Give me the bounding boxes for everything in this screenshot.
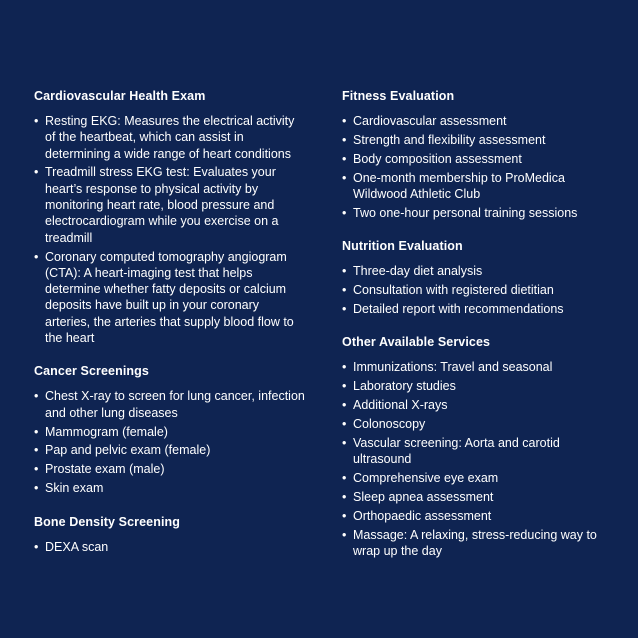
- section-title: Cancer Screenings: [34, 364, 149, 379]
- bullet: •: [342, 435, 347, 450]
- list-item: [34, 113, 306, 162]
- bullet: •: [342, 283, 347, 298]
- list-item: [342, 132, 612, 148]
- bullet: •: [342, 360, 347, 375]
- bullet: •: [342, 301, 347, 316]
- item-list: [342, 359, 612, 559]
- list-item: [34, 539, 306, 555]
- list-item: [342, 151, 612, 167]
- bullet: •: [342, 151, 347, 166]
- item-text: Resting EKG: Measures the electrical activity of the heartbeat, which can assist in determining a wide range of heart conditions: [45, 114, 295, 161]
- item-list: [34, 388, 306, 496]
- list-item: [342, 527, 612, 560]
- item-text: Additional X-rays: [353, 398, 448, 413]
- item-text: Coronary computed tomography angiogram (CTA): A heart-imaging test that helps determine whether fatty deposits or calcium deposits have built up in your coronary arteries, the arteries that supply blood flow to the heart: [45, 249, 294, 346]
- list-item: [342, 508, 612, 524]
- section-title: Bone Density Screening: [34, 514, 180, 529]
- section-title: Fitness Evaluation: [342, 89, 455, 103]
- item-text: Mammogram (female): [45, 424, 168, 439]
- item-text: Sleep apnea assessment: [353, 489, 494, 504]
- item-text: Colonoscopy: [353, 416, 426, 431]
- item-text: Massage: A relaxing, stress-reducing way to wrap up the day: [353, 527, 597, 558]
- left-column: [34, 88, 306, 572]
- item-text: Pap and pelvic exam (female): [45, 443, 211, 458]
- item-text: Three-day diet analysis: [353, 264, 483, 279]
- item-text: Skin exam: [45, 481, 104, 496]
- list-item: [342, 263, 612, 279]
- bullet: •: [34, 443, 39, 458]
- bullet: •: [342, 132, 347, 147]
- list-item: [342, 470, 612, 486]
- list-item: [34, 249, 306, 347]
- item-text: Orthopaedic assessment: [353, 508, 492, 523]
- list-item: [34, 442, 306, 458]
- list-item: [342, 113, 612, 129]
- item-list: [342, 113, 612, 221]
- section-cancer-screenings: [34, 363, 306, 496]
- bullet: •: [34, 389, 39, 404]
- bullet: •: [34, 424, 39, 439]
- section-title: Cardiovascular Health Exam: [34, 89, 206, 103]
- bullet: •: [34, 539, 39, 554]
- list-item: [34, 424, 306, 440]
- bullet: •: [342, 527, 347, 542]
- item-text: Detailed report with recommendations: [353, 301, 564, 316]
- item-list: [34, 113, 306, 346]
- section-bone-density-screening: [34, 514, 306, 555]
- list-item: [342, 397, 612, 413]
- section-fitness-evaluation: [342, 88, 612, 221]
- bullet: •: [34, 165, 39, 180]
- bullet: •: [34, 249, 39, 264]
- item-text: Consultation with registered dietitian: [353, 283, 554, 298]
- bullet: •: [34, 481, 39, 496]
- item-text: Immunizations: Travel and seasonal: [353, 360, 553, 375]
- list-item: [34, 164, 306, 245]
- item-text: Laboratory studies: [353, 379, 456, 394]
- section-nutrition-evaluation: [342, 238, 612, 317]
- list-item: [342, 205, 612, 221]
- list-item: [342, 378, 612, 394]
- bullet: •: [342, 416, 347, 431]
- section-title: Other Available Services: [342, 335, 491, 350]
- list-item: [342, 416, 612, 432]
- list-item: [342, 282, 612, 298]
- list-item: [342, 170, 612, 203]
- bullet: •: [342, 170, 347, 185]
- item-text: Body composition assessment: [353, 151, 522, 166]
- item-text: Strength and flexibility assessment: [353, 132, 546, 147]
- list-item: [342, 489, 612, 505]
- list-item: [342, 301, 612, 317]
- bullet: •: [34, 462, 39, 477]
- bullet: •: [342, 508, 347, 523]
- bullet: •: [342, 205, 347, 220]
- list-item: [342, 435, 612, 468]
- bullet: •: [342, 398, 347, 413]
- item-text: Comprehensive eye exam: [353, 470, 499, 485]
- section-other-available-services: [342, 334, 612, 559]
- bullet: •: [342, 114, 347, 128]
- right-column: [342, 88, 612, 576]
- bullet: •: [342, 379, 347, 394]
- item-list: [342, 263, 612, 317]
- bullet: •: [342, 470, 347, 485]
- item-list: [34, 539, 306, 555]
- bullet: •: [34, 114, 39, 128]
- bullet: •: [342, 489, 347, 504]
- list-item: [34, 388, 306, 421]
- list-item: [34, 480, 306, 496]
- list-item: [34, 461, 306, 477]
- item-text: Two one-hour personal training sessions: [353, 205, 578, 220]
- list-item: [342, 359, 612, 375]
- section-cardiovascular-health-exam: [34, 88, 306, 346]
- item-text: One-month membership to ProMedica Wildwood Athletic Club: [353, 170, 565, 201]
- item-text: Cardiovascular assessment: [353, 114, 507, 128]
- bullet: •: [342, 264, 347, 279]
- section-title: Nutrition Evaluation: [342, 239, 463, 254]
- item-text: DEXA scan: [45, 539, 109, 554]
- item-text: Vascular screening: Aorta and carotid ultrasound: [353, 435, 560, 467]
- item-text: Treadmill stress EKG test: Evaluates your heart’s response to physical activity by monitoring heart rate, blood pressure and electrocardiogram while you exercise on a treadmill: [45, 165, 279, 245]
- item-text: Prostate exam (male): [45, 462, 165, 477]
- item-text: Chest X-ray to screen for lung cancer, infection and other lung diseases: [45, 389, 305, 420]
